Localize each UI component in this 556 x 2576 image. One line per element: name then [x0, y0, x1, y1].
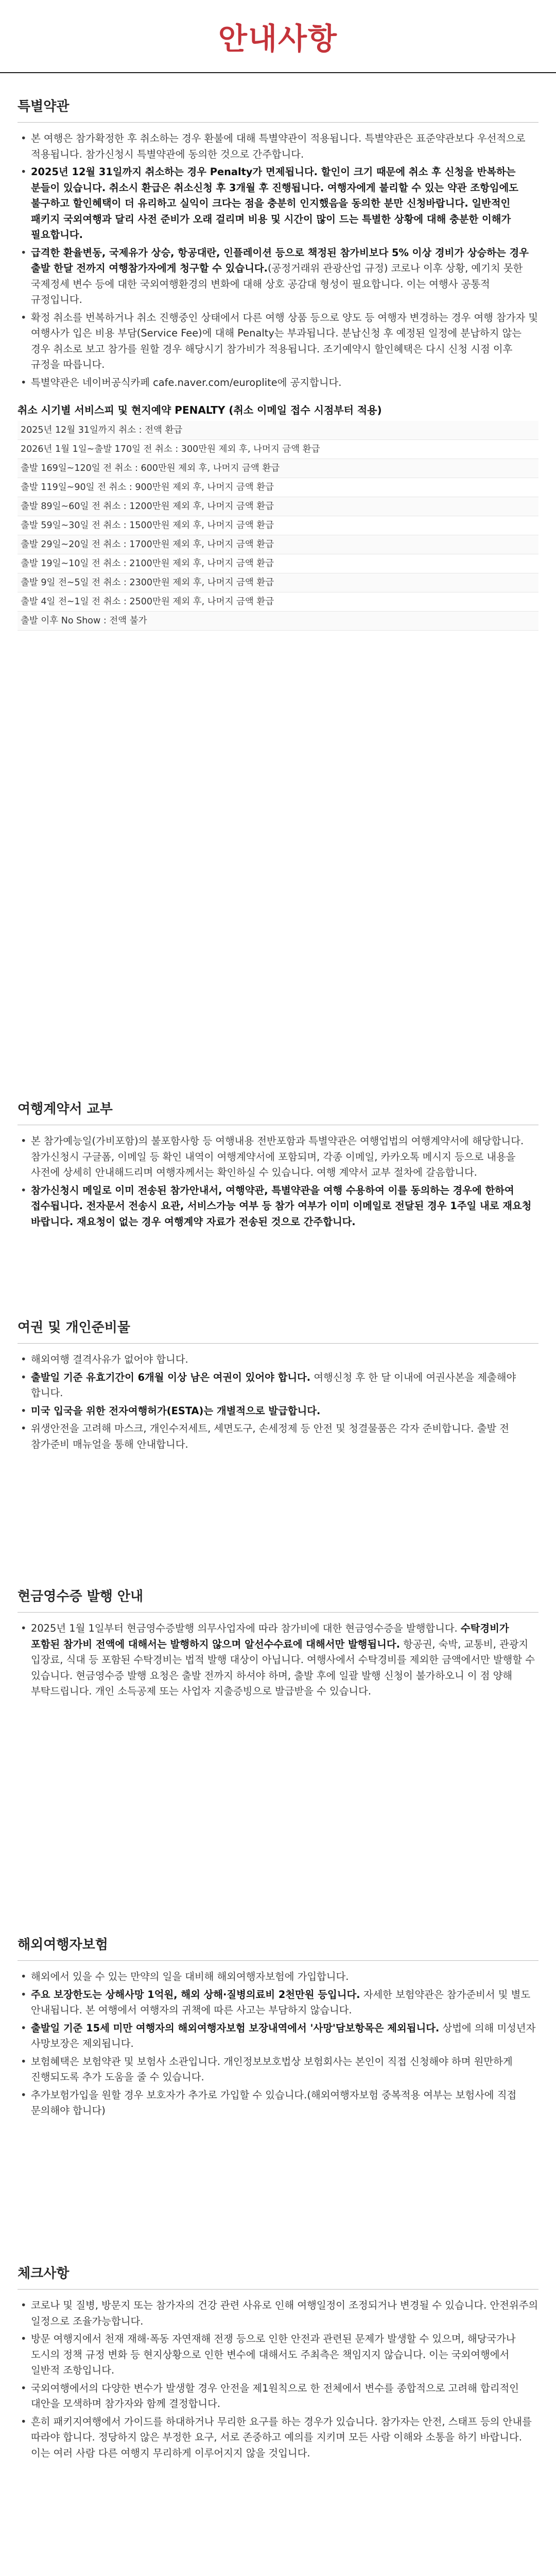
- table-row: [18, 554, 538, 573]
- title-divider: [0, 72, 556, 73]
- list-item: • 출발일 기준 유효기간이 6개월 이상 남은 여권이 있어야 합니다. 여행신청 후 한 달 이내에 여권사본을 제출해야 합니다.: [18, 1370, 538, 1401]
- table-row: [18, 459, 538, 478]
- list-item: • 본 여행은 참가확정한 후 취소하는 경우 환불에 대해 특별약관이 적용됩니다. 특별약관은 표준약관보다 우선적으로 적용됩니다. 참가신청시 특별약관에 동의한 것으로 간주합니다.: [18, 131, 538, 162]
- section-divider: [18, 1343, 538, 1344]
- table-row: [18, 421, 538, 440]
- passport-list: [18, 1352, 538, 1452]
- page-title: 안내사항: [218, 21, 338, 56]
- table-row: [18, 612, 538, 631]
- list-item: • 보험혜택은 보험약관 및 보험사 소관입니다. 개인정보보호법상 보험회사는 본인이 직접 신청해야 하며 원만하게 진행되도록 추가 도움을 줄 수 있습니다.: [18, 2054, 538, 2086]
- table-row: [18, 516, 538, 535]
- table-cell: 출발 9일 전~5일 전 취소 : 2300만원 제외 후, 나머지 금액 환급: [18, 573, 538, 592]
- table-cell: 출발 119일~90일 전 취소 : 900만원 제외 후, 나머지 금액 환급: [18, 478, 538, 497]
- list-item: • 방문 여행지에서 천재 재해·폭동 자연재해 전쟁 등으로 인한 안전과 관련된 문제가 발생할 수 있으며, 해당국가나 도시의 정책 규정 변화 등 현지상황으로 인한 변수에 대해서도 주최측은 책임지지 않습니다. 이는 국외여행에서 일반적 조항입니다.: [18, 2331, 538, 2379]
- section-divider: [18, 1960, 538, 1961]
- list-item: • 흔히 패키지여행에서 가이드를 하대하거나 무리한 요구를 하는 경우가 있습니다. 참가자는 안전, 스태프 등의 안내를 따라야 합니다. 정당하지 않은 부정한 요구, 서로 존중하고 예의를 지키며 모든 사람 이해와 소통을 하기 바랍니다. 이는 여러 사람 다른 여행지 무리하게 이루어지지 않을 것입니다.: [18, 2414, 538, 2462]
- list-item: • 참가신청시 메일로 이미 전송된 참가안내서, 여행약관, 특별약관을 여행 수용하여 이를 동의하는 경우에 한하여 접수됩니다. 전자문서 전송시 요관, 서비스가능 여부 등 참가 여부가 이미 이메일로 전달된 경우 1주일 내로 재요청 바랍니다. 재요청이 없는 경우 여행계약 자료가 전송된 것으로 간주합니다.: [18, 1183, 538, 1230]
- section-title: 현금영수증 발행 안내: [18, 1589, 144, 1604]
- list-item: • 해외여행 결격사유가 없어야 합니다.: [18, 1352, 538, 1368]
- section-title: 여권 및 개인준비물: [18, 1320, 131, 1335]
- list-item: • 2025년 12월 31일까지 취소하는 경우 Penalty가 면제됩니다. 할인이 크기 때문에 취소 후 신청을 반복하는 분들이 있습니다. 취소시 환급은 취소신청 후 3개월 후 진행됩니다. 여행자에게 불리할 수 있는 약관 조항임에도 불구하고 할인혜택이 더 유리하고 실익이 크다는 점을 충분히 인지했음을 동의한 분만 신청바랍니다. 일반적인 패키지 국외여행과 달리 사전 준비가 오래 걸리며 비용 및 시간이 많이 드는 특별한 상황에 대해 충분한 이해가 필요합니다.: [18, 164, 538, 243]
- contract-list: [18, 1133, 538, 1230]
- check-list: [18, 2298, 538, 2461]
- table-row: [18, 440, 538, 459]
- table-cell: 2026년 1월 1일~출발 170일 전 취소 : 300만원 제외 후, 나머지 금액 환급: [18, 440, 538, 459]
- section-title: 특별약관: [18, 99, 70, 114]
- table-cell: 출발 이후 No Show : 전액 불가: [18, 612, 538, 631]
- section-title: 해외여행자보험: [18, 1937, 108, 1953]
- section-receipt: [0, 1586, 556, 1702]
- table-row: [18, 478, 538, 497]
- section-title: 여행계약서 교부: [18, 1101, 113, 1117]
- table-cell: 출발 29일~20일 전 취소 : 1700만원 제외 후, 나머지 금액 환급: [18, 535, 538, 554]
- list-item: • 위생안전을 고려해 마스크, 개인수저세트, 세면도구, 손세정제 등 안전 및 청결물품은 각자 준비합니다. 출발 전 참가준비 매뉴얼을 통해 안내합니다.: [18, 1421, 538, 1452]
- special-terms-list: [18, 131, 538, 391]
- list-item: • 출발일 기준 15세 미만 여행자의 해외여행자보험 보장내역에서 '사망'담보항목은 제외됩니다. 상법에 의해 미성년자 사망보장은 제외됩니다.: [18, 2021, 538, 2052]
- table-cell: 2025년 12월 31일까지 취소 : 전액 환급: [18, 421, 538, 440]
- section-insurance: [0, 1934, 556, 2121]
- table-row: [18, 592, 538, 612]
- table-cell: 출발 89일~60일 전 취소 : 1200만원 제외 후, 나머지 금액 환급: [18, 497, 538, 516]
- section-check: [0, 2263, 556, 2463]
- penalty-table-title: 취소 시기별 서비스피 및 현지예약 PENALTY (취소 이메일 접수 시점부터 적용): [18, 404, 382, 416]
- list-item: • 2025년 1월 1일부터 현금영수증발행 의무사업자에 따라 참가비에 대한 현금영수증을 발행합니다. 수탁경비가 포함된 참가비 전액에 대해서는 발행하지 않으며 알선수수료에 대해서만 발행됩니다. 항공권, 숙박, 교통비, 관광지 입장료, 식대 등 포함된 수탁경비는 법적 발행 대상이 아닙니다. 여행사에서 수탁경비를 제외한 금액에서만 발행할 수 있습니다. 현금영수증 발행 요청은 출발 전까지 하셔야 하며, 출발 후에 일괄 발행 신청이 불가하오니 이 점 양해 부탁드립니다. 개인 소득공제 또는 사업자 지출증빙으로 발급받을 수 있습니다.: [18, 1621, 538, 1700]
- section-contract: [0, 1098, 556, 1232]
- section-divider: [18, 2289, 538, 2290]
- penalty-table: [18, 421, 538, 631]
- list-item: • 확정 취소를 번복하거나 취소 진행중인 상태에서 다른 여행 상품 등으로 양도 등 여행자 변경하는 경우 여행 참가자 및 여행사가 입은 비용 부담(Service Fee)에 대해 Penalty는 부과됩니다. 분납신청 후 예정된 일정에 분납하지 않는 경우 취소로 보고 참가를 원할 경우 해당시기 참가비가 적용됩니다. 조기예약시 할인혜택은 다시 신청 시점 이후 규정을 따릅니다.: [18, 310, 538, 373]
- section-divider: [18, 1612, 538, 1613]
- list-item: • 주요 보장한도는 상해사망 1억원, 해외 상해·질병의료비 2천만원 등입니다. 자세한 보험약관은 참가준비서 및 별도 안내됩니다. 본 여행에서 여행자의 귀책에 따른 사고는 부담하지 않습니다.: [18, 1987, 538, 2019]
- list-item: • 코로나 및 질병, 방문지 또는 참가자의 건강 관련 사유로 인해 여행일정이 조정되거나 변경될 수 있습니다. 안전위주의 일정으로 조율가능합니다.: [18, 2298, 538, 2329]
- table-cell: 출발 169일~120일 전 취소 : 600만원 제외 후, 나머지 금액 환급: [18, 459, 538, 478]
- title-area: [0, 0, 556, 72]
- table-row: [18, 535, 538, 554]
- insurance-list: [18, 1969, 538, 2119]
- table-cell: 출발 59일~30일 전 취소 : 1500만원 제외 후, 나머지 금액 환급: [18, 516, 538, 535]
- table-row: [18, 497, 538, 516]
- table-cell: 출발 19일~10일 전 취소 : 2100만원 제외 후, 나머지 금액 환급: [18, 554, 538, 573]
- list-item: • 특별약관은 네이버공식카페 cafe.naver.com/europlite에 공지합니다.: [18, 375, 538, 391]
- section-special-terms: [0, 96, 556, 631]
- list-item: • 해외에서 있을 수 있는 만약의 일을 대비해 해외여행자보험에 가입합니다.: [18, 1969, 538, 1985]
- list-item: • 본 참가예능일(가비포함)의 불포함사항 등 여행내용 전반포함과 특별약관은 여행업법의 여행계약서에 해당합니다. 참가신청시 구글폼, 이메일 등 확인 내역이 여행계약서에 포함되며, 각종 이메일, 카카오톡 메시지 등으로 내용을 사전에 상세히 안내해드리며 여행자께서는 확인하실 수 있습니다. 여행 계약서 교부 절차에 갈음합니다.: [18, 1133, 538, 1181]
- table-row: [18, 573, 538, 592]
- list-item: • 국외여행에서의 다양한 변수가 발생할 경우 안전을 제1원칙으로 한 전체에서 변수를 종합적으로 고려해 합리적인 대안을 모색하며 참가자와 함께 결정합니다.: [18, 2381, 538, 2412]
- list-item: • 미국 입국을 위한 전자여행허가(ESTA)는 개별적으로 발급합니다.: [18, 1403, 538, 1419]
- list-item: • 추가보험가입을 원할 경우 보호자가 추가로 가입할 수 있습니다.(해외여행자보험 중복적용 여부는 보험사에 직접 문의해야 합니다): [18, 2088, 538, 2119]
- receipt-list: [18, 1621, 538, 1700]
- section-passport: [0, 1317, 556, 1454]
- section-title: 체크사항: [18, 2266, 70, 2281]
- table-cell: 출발 4일 전~1일 전 취소 : 2500만원 제외 후, 나머지 금액 환급: [18, 592, 538, 612]
- list-item: • 급격한 환율변동, 국제유가 상승, 항공대란, 인플레이션 등으로 책정된 참가비보다 5% 이상 경비가 상승하는 경우 출발 한달 전까지 여행참가자에게 청구할 수 있습니다.(공정거래위 관광산업 규정) 코로나 이후 상황, 예기치 못한 국제정세 변수 등에 대한 국외여행환경의 변화에 대해 상호 공감대 형성이 필요합니다. 이는 여행사 공통적 규정입니다.: [18, 245, 538, 308]
- section-divider: [18, 122, 538, 123]
